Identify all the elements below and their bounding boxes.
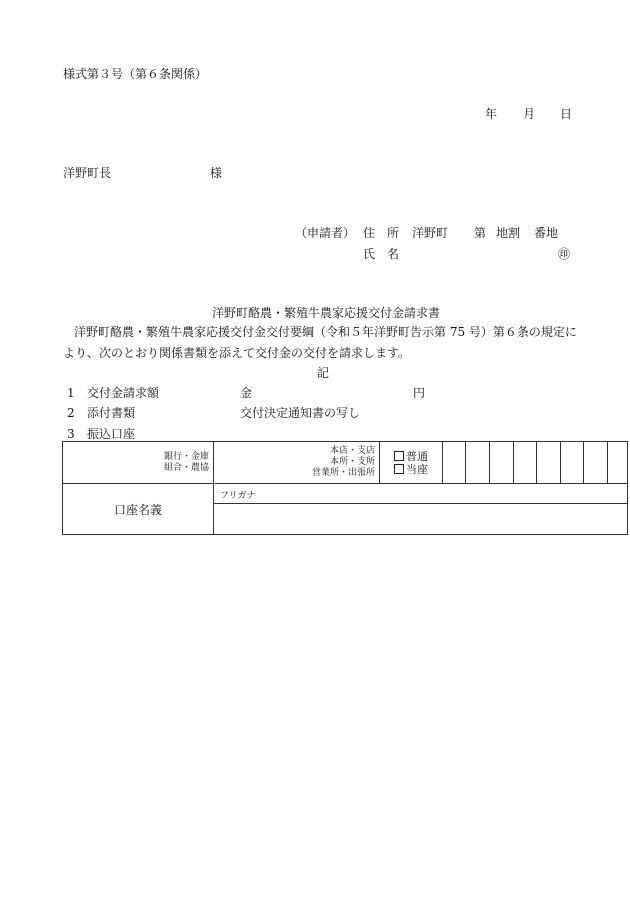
- bank-type-1: 銀行・金庫: [163, 451, 209, 462]
- account-type-ordinary[interactable]: [394, 450, 442, 463]
- account-number-digit[interactable]: [466, 442, 490, 484]
- seal-mark: ㊞: [558, 247, 571, 261]
- branch-type-1: 本店・支店: [329, 446, 375, 456]
- account-type-current-label: 当座: [406, 462, 428, 476]
- furigana-cell[interactable]: [214, 484, 628, 504]
- checkbox-icon[interactable]: [394, 451, 404, 461]
- checkbox-icon[interactable]: [394, 464, 404, 474]
- branch-type-3: 営業所・出張所: [311, 468, 375, 478]
- body-line-2: より、次のとおり関係書類を添えて交付金の交付を請求します。: [63, 346, 411, 360]
- item-1-value-prefix: 金: [240, 386, 253, 400]
- date-day: 日: [560, 107, 573, 121]
- holder-label-cell: [63, 484, 214, 535]
- item-2-num: 2: [67, 406, 75, 420]
- bank-row: [63, 442, 628, 484]
- ki-heading: 記: [317, 366, 330, 380]
- date-month: 月: [523, 107, 536, 121]
- account-number-digit[interactable]: [584, 442, 608, 484]
- item-1-label: 交付金請求額: [87, 386, 160, 400]
- document-title: 洋野町酪農・繁殖牛農家応援交付金請求書: [212, 306, 441, 320]
- account-type-current[interactable]: [394, 463, 442, 476]
- item-3-num: 3: [67, 427, 75, 441]
- account-number-digit[interactable]: [537, 442, 561, 484]
- account-number-digit[interactable]: [443, 442, 466, 484]
- applicant-label: （申請者）: [295, 226, 356, 240]
- form-number: 様式第３号（第６条関係）: [63, 67, 208, 81]
- account-type-cell: [380, 442, 443, 484]
- branch-type-2: 本所・支所: [329, 457, 375, 467]
- item-2-label: 添付書類: [87, 406, 136, 420]
- body-line-1: 洋野町酪農・繁殖牛農家応援交付金交付要綱（令和５年洋野町告示第 75 号）第６条の規定に: [74, 325, 577, 339]
- address-label: 住 所: [363, 226, 400, 240]
- bank-account-table: [62, 441, 628, 535]
- name-label: 氏 名: [363, 247, 400, 261]
- item-1-num: 1: [67, 386, 75, 400]
- account-number-digit[interactable]: [514, 442, 537, 484]
- bank-type-2: 組合・農協: [163, 462, 209, 473]
- account-number-digit[interactable]: [608, 442, 628, 484]
- account-number-digit[interactable]: [490, 442, 514, 484]
- item-2-value: 交付決定通知書の写し: [240, 406, 361, 420]
- date-year: 年: [485, 107, 498, 121]
- addressee: 洋野町長: [63, 166, 112, 180]
- address-banchi: 番地: [534, 226, 559, 240]
- branch-name-cell[interactable]: [214, 442, 380, 484]
- item-1-value-suffix: 円: [413, 386, 426, 400]
- account-number-digit[interactable]: [561, 442, 584, 484]
- account-holder-label: 口座名義: [113, 502, 162, 517]
- account-holder-name-field[interactable]: [214, 504, 628, 535]
- address-dai: 第: [474, 226, 487, 240]
- address-town: 洋野町: [412, 226, 449, 240]
- bank-name-cell[interactable]: [63, 442, 214, 484]
- furigana-label: フリガナ: [220, 491, 256, 501]
- item-3-label: 振込口座: [87, 427, 136, 441]
- furigana-row: [63, 484, 628, 504]
- address-chiwari: 地割: [496, 226, 521, 240]
- honorific: 様: [210, 166, 223, 180]
- account-type-ordinary-label: 普通: [406, 449, 428, 463]
